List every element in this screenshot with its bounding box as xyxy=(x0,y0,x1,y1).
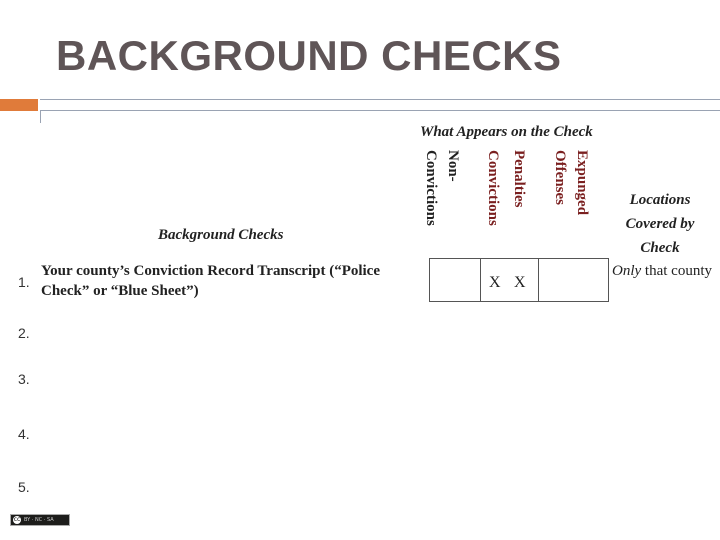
cell-mark-convictions: X xyxy=(489,274,501,291)
creative-commons-icon: cc xyxy=(13,516,21,523)
column-label: Penalties xyxy=(511,150,527,208)
table-cell-divider xyxy=(608,258,609,302)
table-cell-divider xyxy=(480,258,481,302)
table-row-bottom-border xyxy=(429,301,609,302)
locations-value xyxy=(612,261,712,281)
row-number: 1. xyxy=(18,274,30,290)
column-header-expunged xyxy=(548,150,594,250)
page-title: BACKGROUND CHECKS xyxy=(56,32,562,79)
column-label: Convictions xyxy=(485,150,501,226)
cell-mark-penalties: X xyxy=(514,274,526,291)
column-label: Non- Convictions xyxy=(423,150,461,226)
title-divider xyxy=(40,99,720,111)
table-cell-divider xyxy=(538,258,539,302)
column-header-penalties xyxy=(506,150,532,250)
column-label: Expunged Offenses xyxy=(552,150,590,216)
row-label: Your county’s Conviction Record Transcript (“Police Check” or “Blue Sheet”) xyxy=(41,263,381,299)
creative-commons-badge xyxy=(10,514,70,526)
table-caption: What Appears on the Check xyxy=(420,124,593,140)
row-number: 4. xyxy=(18,426,30,442)
column-header-convictions xyxy=(480,150,506,250)
row-number: 5. xyxy=(18,479,30,495)
locations-header: Locations Covered by Check xyxy=(625,192,695,256)
title-divider-tick xyxy=(40,111,41,123)
license-text: BY · NC · SA xyxy=(24,517,54,523)
accent-bar xyxy=(0,99,38,111)
row-number: 3. xyxy=(18,371,30,387)
row-header-label: Background Checks xyxy=(158,227,284,243)
column-header-non-convictions xyxy=(423,150,461,250)
locations-value-suffix: that county xyxy=(641,263,712,279)
table-cell-divider xyxy=(429,258,430,302)
table-row-top-border xyxy=(429,258,609,259)
row-number: 2. xyxy=(18,325,30,341)
locations-value-prefix: Only xyxy=(612,263,642,279)
